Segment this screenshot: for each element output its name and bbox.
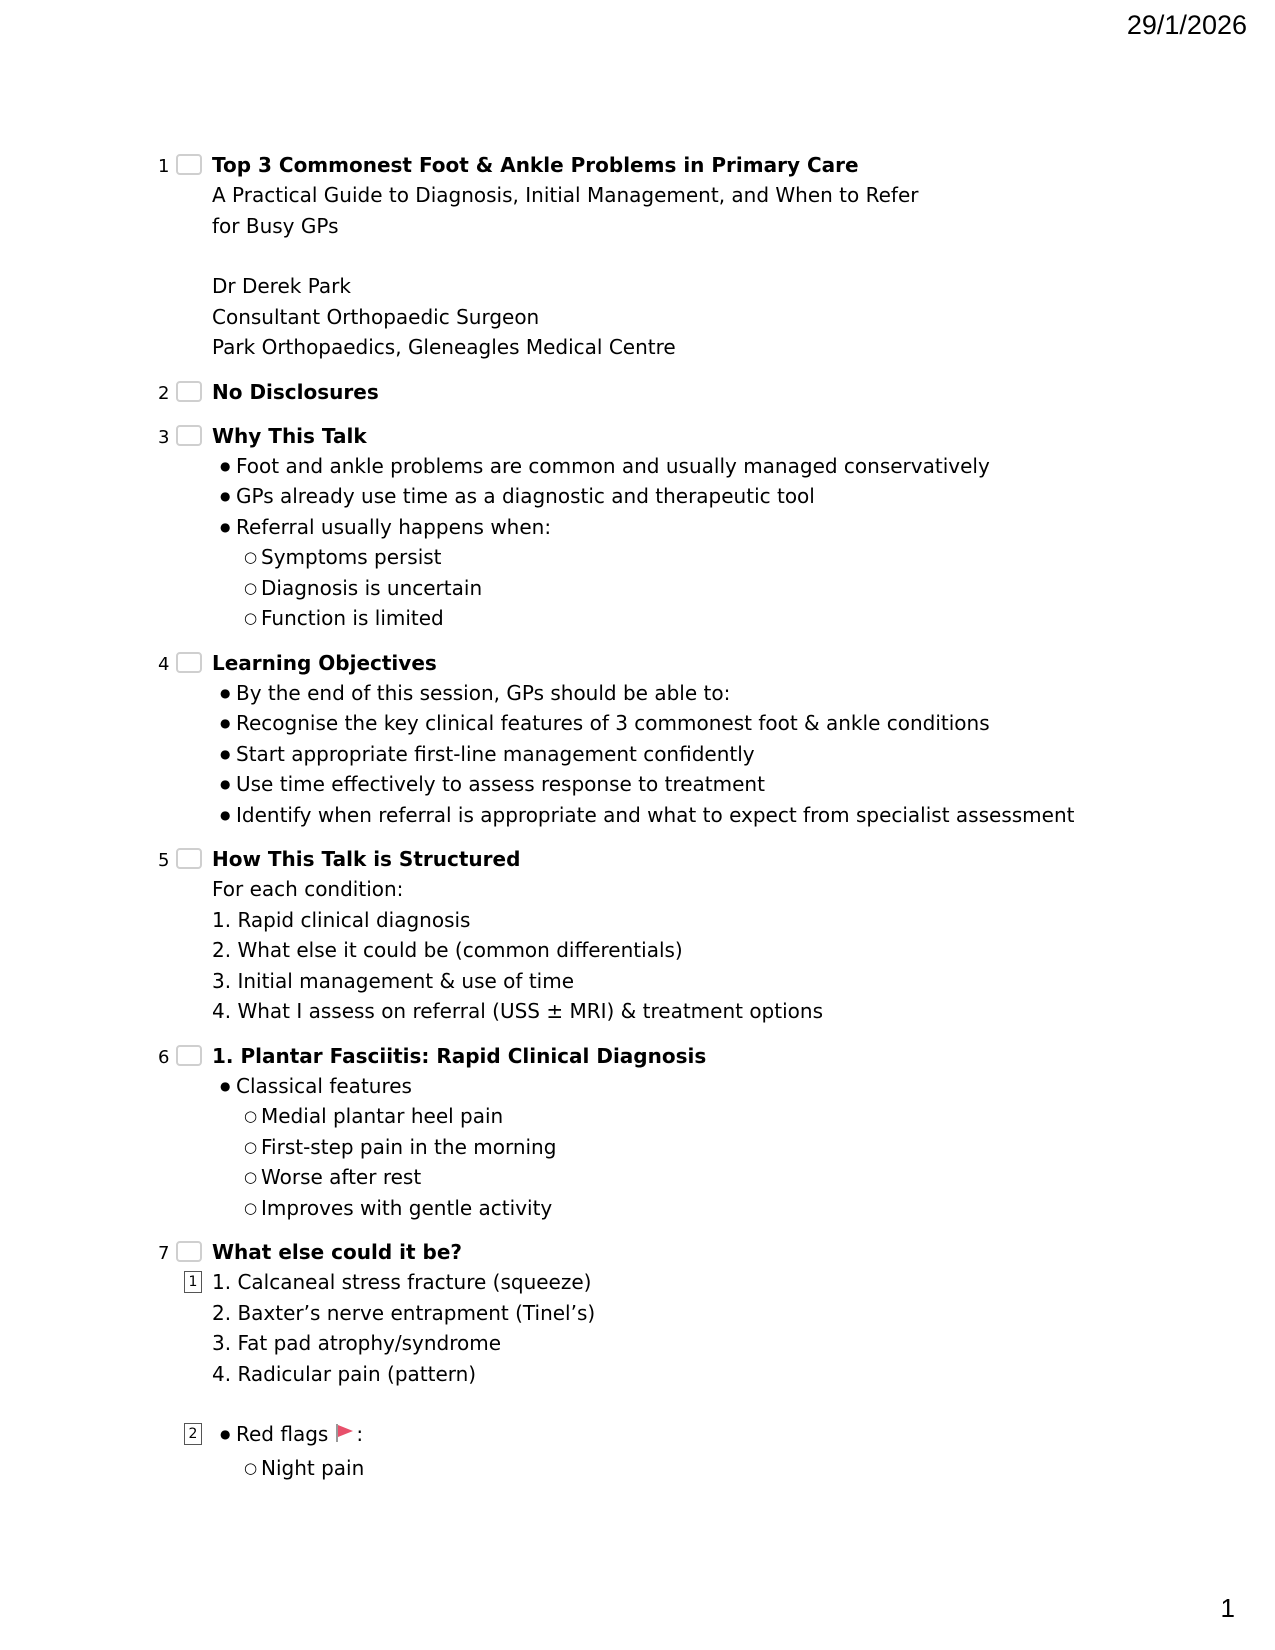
note-marker-2[interactable]: 2 [184,1423,202,1445]
bullet-item: ● Recognise the key clinical features of 3 commonest foot & ankle conditions [212,708,1275,739]
page-number: 1 [1220,1593,1235,1623]
slide-outline [0,150,1275,1497]
slide-thumbnail-icon[interactable] [176,381,202,402]
sub-bullet-item: ○ Worse after rest [212,1162,1275,1193]
author-role: Consultant Orthopaedic Surgeon [212,304,540,329]
slide-title: Why This Talk [212,423,367,448]
slide-number: 2 [158,382,170,404]
bullet-item: ● GPs already use time as a diagnostic and therapeutic tool [212,481,1275,512]
red-flags-label: Red flags [236,1422,329,1446]
bullet-item: ● Use time effectively to assess response to treatment [212,769,1275,800]
slide-thumbnail-icon[interactable] [176,154,202,175]
print-date: 29/1/2026 [1126,10,1247,40]
sub-bullet-item: ○ Medial plantar heel pain [212,1101,1275,1132]
numbered-item: 4. What I assess on referral (USS ± MRI) & treatment options [212,999,823,1023]
bullet-item: ● Start appropriate first-line management confidently [212,739,1275,770]
bullet-item: ● Classical features [212,1071,1275,1102]
slide-number: 5 [158,850,170,871]
subtitle-line: A Practical Guide to Diagnosis, Initial Management, and When to Refer [212,183,919,207]
numbered-item: 3. Fat pad atrophy/syndrome [212,1331,502,1355]
numbered-item: 3. Initial management & use of time [212,968,575,993]
sub-bullet-item: ○ Diagnosis is uncertain [212,573,1275,604]
numbered-item: 1. Calcaneal stress fracture (squeeze) [212,1270,592,1294]
numbered-item: 2. Baxter’s nerve entrapment (Tinel’s) [212,1300,596,1325]
bullet-item [212,1419,1275,1453]
numbered-item: 1. Rapid clinical diagnosis [212,907,471,932]
slide-7 [0,1237,1275,1483]
red-flag-icon [334,1422,356,1453]
slide-thumbnail-icon[interactable] [176,1045,202,1066]
bullet-item: ● Foot and ankle problems are common and usually managed conservatively [212,451,1275,482]
text-line: For each condition: [212,877,404,901]
slide-title: 1. Plantar Fasciitis: Rapid Clinical Diagnosis [212,1043,707,1068]
slide-1 [0,150,1275,363]
author-name: Dr Derek Park [212,274,351,298]
slide-number: 3 [158,426,170,448]
sub-bullet-item: ○ Function is limited [212,603,1275,634]
red-flags-suffix: : [356,1422,364,1446]
note-marker-1[interactable]: 1 [184,1271,202,1293]
slide-6 [0,1041,1275,1224]
bullet-item: ● Identify when referral is appropriate and what to expect from specialist assessment [212,800,1275,831]
sub-bullet-item: ○ Night pain [212,1453,1275,1484]
sub-bullet-item: ○ Improves with gentle activity [212,1193,1275,1224]
slide-4 [0,648,1275,831]
bullet-item: ● Referral usually happens when: [212,512,1275,543]
subtitle-line: for Busy GPs [212,213,339,238]
slide-title: What else could it be? [212,1240,462,1264]
slide-3 [0,421,1275,634]
slide-5 [0,844,1275,1027]
slide-number: 7 [158,1243,170,1264]
slide-title: How This Talk is Structured [212,847,521,871]
slide-number: 6 [158,1046,170,1068]
numbered-item: 2. What else it could be (common differentials) [212,938,683,962]
author-affiliation: Park Orthopaedics, Gleneagles Medical Centre [212,335,676,359]
slide-number: 1 [158,156,170,177]
slide-title: No Disclosures [212,379,379,404]
slide-thumbnail-icon[interactable] [176,425,202,446]
bullet-item: ● By the end of this session, GPs should be able to: [212,678,1275,709]
slide-thumbnail-icon[interactable] [176,652,202,673]
slide-title: Learning Objectives [212,650,437,675]
slide-2 [0,377,1275,407]
sub-bullet-item: ○ Symptoms persist [212,542,1275,573]
slide-thumbnail-icon[interactable] [176,1241,202,1262]
slide-number: 4 [158,653,170,675]
slide-thumbnail-icon[interactable] [176,848,202,869]
slide-title: Top 3 Commonest Foot & Ankle Problems in Primary Care [212,153,859,177]
sub-bullet-item: ○ First-step pain in the morning [212,1132,1275,1163]
numbered-item: 4. Radicular pain (pattern) [212,1361,477,1386]
